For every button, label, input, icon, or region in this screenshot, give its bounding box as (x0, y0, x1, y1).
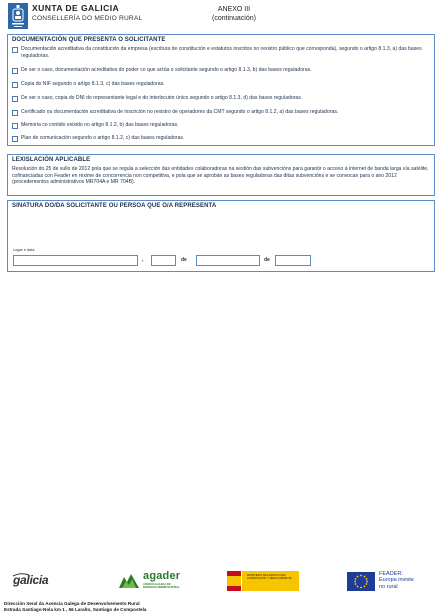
de-separator-2: de (264, 257, 270, 263)
footer-address (4, 601, 146, 613)
xunta-logo-icon (8, 3, 28, 29)
checkbox[interactable] (12, 47, 18, 53)
doc-item-plan[interactable] (12, 135, 432, 142)
annex-title: ANEXO III (217, 6, 251, 13)
doc-item-constitution[interactable] (12, 46, 432, 60)
agader-logo-icon (118, 571, 140, 589)
annex-heading (194, 6, 274, 23)
doc-item-label: Documentación acreditativa da constitución da empresa (escritura de constitución e estatutos inscritos no rexistro público que corresponda), segundo o artigo 8.1.3, a) das bases reguladoras. (21, 46, 422, 59)
feader-label (379, 571, 439, 590)
feader-line-3: no rural (379, 583, 398, 590)
checkbox[interactable] (12, 136, 18, 142)
legislation-title: LEXISLACIÓN APLICABLE (12, 157, 91, 163)
address-line-2: Estrada Santiago-Nola km 1 , 56 Laraño, Santiago de Compostela (4, 607, 147, 612)
agader-logo-name: agader (143, 570, 181, 582)
month-field[interactable] (196, 255, 260, 266)
place-date-label: Lugar e data (13, 248, 35, 252)
checkbox[interactable] (12, 110, 18, 116)
doc-item-label: De ser o caso, documentación acreditativa do poder co que actúa o solicitante segundo o artigo 8.1.3, b) das bases reguladoras. (21, 67, 312, 73)
spain-flag-icon (227, 571, 241, 591)
footer-logos (0, 568, 439, 598)
legislation-section (7, 154, 435, 196)
doc-item-label: Certificado ou documentación acreditativa de inscrición no rexistro de operadores da CMT segundo o artigo 8.1.2, a) das bases reguladoras. (21, 109, 339, 115)
feader-line-2: Europa inviste (379, 577, 414, 584)
signature-section (7, 200, 435, 272)
ministry-logo-text: MINISTERIO DE AGRICULTURA, ALIMENTACIÓN Y MEDIO AMBIENTE (242, 571, 299, 591)
comma-separator: , (142, 257, 144, 263)
org-name: XUNTA DE GALICIA (32, 3, 120, 13)
de-separator-1: de (181, 257, 187, 263)
org-department: CONSELLERÍA DO MEDIO RURAL (32, 15, 143, 22)
legislation-text: Resolución do 25 de xullo de 2012 pola que se regula a selección das entidades colaboradoras na xestión das subvencións para garantir o acceso á internet de banda larga vía satélite, cofinanciadas con Feader en réxime de concorrencia non competitiva, e pola que se aprobán as bases reguladoras das ditas subvencións e se convocan para o ano 2012 (procedementos administrativos MR704A e MR 704B). (12, 166, 429, 186)
documentation-title: DOCUMENTACIÓN QUE PRESENTA O SOLICITANTE (12, 37, 166, 43)
doc-item-label: Memoria co contido exixido no artigo 8.1.2, b) das bases reguladoras. (21, 122, 179, 128)
documentation-section (7, 34, 435, 146)
feader-line-1: FEADER: (379, 571, 403, 577)
day-field[interactable] (151, 255, 176, 266)
year-field[interactable] (275, 255, 311, 266)
checkbox[interactable] (12, 123, 18, 129)
place-field[interactable] (13, 255, 138, 266)
checkbox[interactable] (12, 82, 18, 88)
doc-item-cmt[interactable] (12, 109, 432, 116)
doc-item-memoria[interactable] (12, 122, 432, 129)
annex-subtitle: (continuación) (212, 14, 256, 22)
doc-item-label: Plan de comunicación segundo o artigo 8.1.2, c) das bases reguladoras. (21, 135, 185, 141)
page-header (4, 2, 435, 30)
agader-logo-subtitle: AXENCIA GALEGA DE DESENVOLVEMENTO RURAL (143, 583, 180, 589)
signature-title: SINATURA DO/DA SOLICITANTE OU PERSOA QUE O/A REPRESENTA (12, 203, 217, 209)
address-line-1: Dirección Xeral da Axencia Galega de Desenvolvemento Rural (4, 601, 140, 606)
doc-item-label: Copia do NIF segundo o artigo 8.1.3, c) das bases reguladoras. (21, 81, 165, 87)
doc-item-nif[interactable] (12, 81, 432, 88)
doc-item-dni[interactable] (12, 95, 432, 102)
checkbox[interactable] (12, 68, 18, 74)
eu-flag-icon (347, 572, 375, 591)
doc-item-power[interactable] (12, 67, 432, 74)
checkbox[interactable] (12, 96, 18, 102)
galicia-logo: galicia (13, 573, 49, 587)
doc-item-label: De ser o caso, copia do DNI do representante legal e do interlocutor único segundo o artigo 8.1.3, d) das bases reguladoras. (21, 95, 303, 101)
